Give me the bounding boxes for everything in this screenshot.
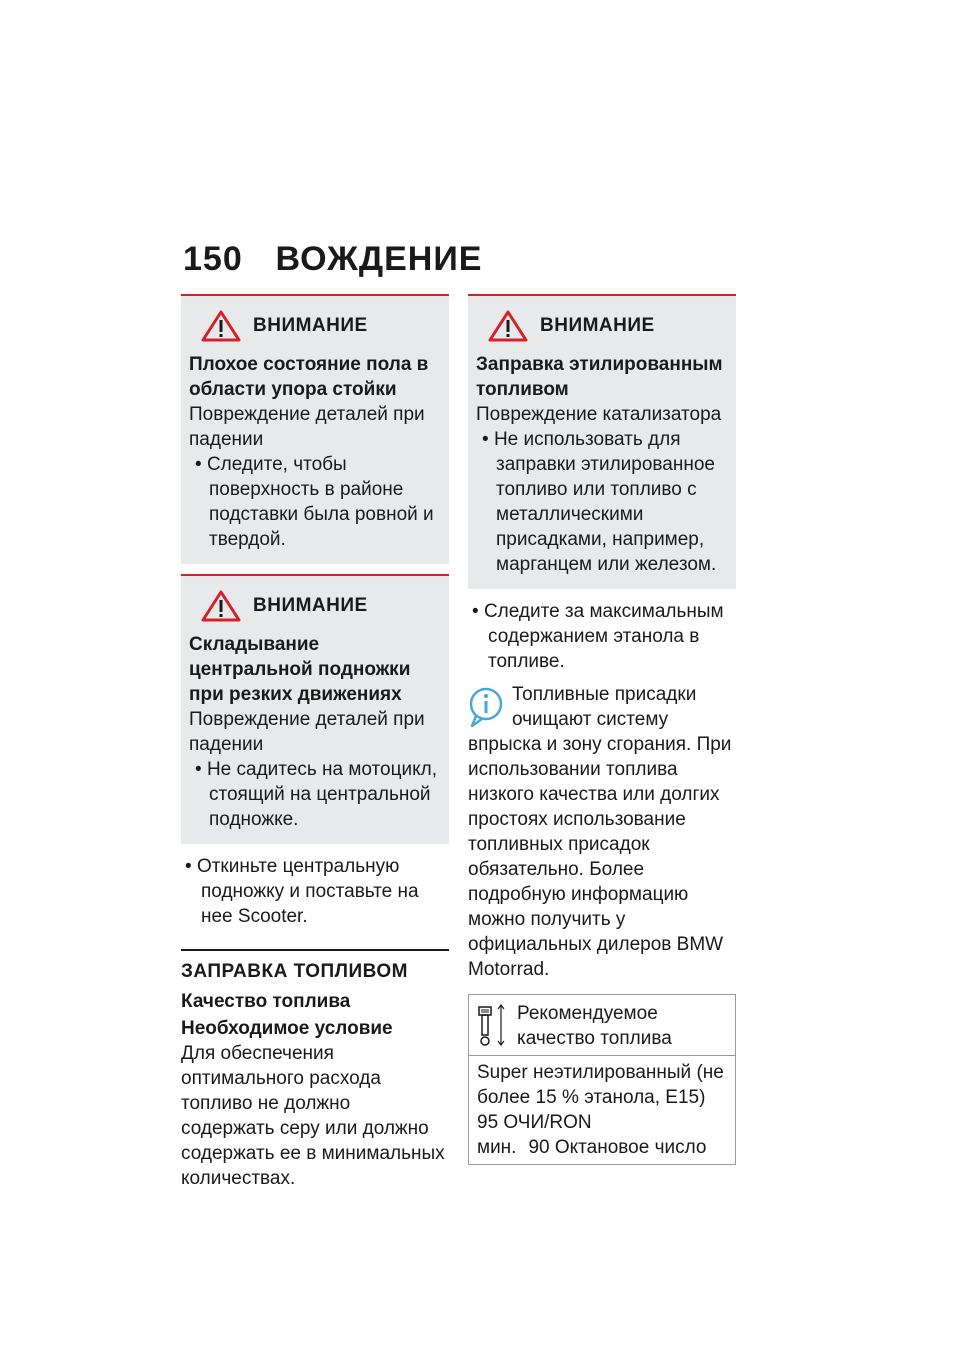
spec-key: мин. [477,1137,517,1158]
warning-box [181,574,449,844]
page-title: ВОЖДЕНИЕ [275,240,483,278]
warning-triangle-icon [201,310,241,342]
left-column [181,294,449,1191]
subsection-title: Необходимое условие [181,1018,393,1039]
warning-box [468,294,736,589]
warning-text: Повреждение катализатора [476,404,722,425]
spec-line: Super неэтилированный (не более 15 % этанола, E15) [477,1062,724,1108]
info-text: Топливные присадки очищают систему впрыска и зону сгорания. При использовании топлива низкого качества или долгих простоях использование топливных присадок обязательно. Более подробную информацию можно получить у официальных дилеров BMW Motorrad. [468,684,732,980]
spec-label: Рекомендуемое качество топлива [517,1003,672,1049]
paragraph: Для обеспечения оптимального расхода топливо не должно содержать серу или должно содержать ее в минимальных количествах. [181,1043,445,1189]
spec-value: 90 Октановое число [528,1137,707,1158]
fuel-pump-icon [475,1001,509,1049]
warning-title: ВНИМАНИЕ [253,595,368,616]
info-note [468,682,736,982]
warning-subtitle: Складывание центральной подножки при резких движениях [189,634,411,705]
spec-table [468,994,736,1165]
warning-triangle-icon [488,310,528,342]
warning-header [189,310,441,342]
warning-text: Повреждение деталей при падении [189,404,425,450]
spec-body [469,1056,735,1164]
instruction-step: • Откиньте центральную подножку и поставьте на нее Scooter. [181,854,449,929]
section-title: ЗАПРАВКА ТОПЛИВОМ [181,949,449,983]
instruction-step: • Следите за максимальным содержанием этанола в топливе. [468,599,736,674]
warning-subtitle: Плохое состояние пола в области упора стойки [189,354,429,400]
warning-title: ВНИМАНИЕ [540,315,655,336]
warning-bullet: • Следите, чтобы поверхность в районе подставки была ровной и твердой. [189,452,441,552]
spec-header [469,995,735,1056]
warning-title: ВНИМАНИЕ [253,315,368,336]
warning-triangle-icon [201,590,241,622]
page-number: 150 [183,240,243,278]
warning-subtitle: Заправка этилированным топливом [476,354,723,400]
warning-header [189,590,441,622]
spec-row [477,1135,727,1160]
info-icon [468,686,504,728]
warning-header [476,310,728,342]
warning-bullet: • Не садитесь на мотоцикл, стоящий на центральной подножке. [189,757,441,832]
warning-text: Повреждение деталей при падении [189,709,425,755]
warning-bullet: • Не использовать для заправки этилированное топливо или топливо с металлическими присадками, например, марганцем или железом. [476,427,728,577]
right-column [468,294,736,1165]
spec-line: 95 ОЧИ/RON [477,1112,592,1133]
page-header [183,240,482,279]
warning-box [181,294,449,564]
subsection-title: Качество топлива [181,991,351,1012]
